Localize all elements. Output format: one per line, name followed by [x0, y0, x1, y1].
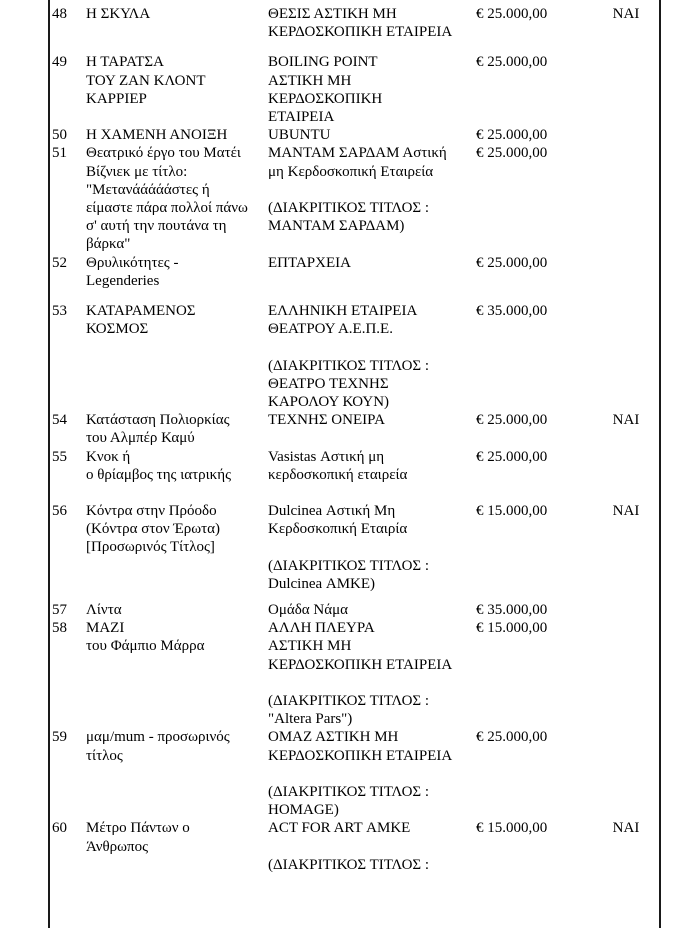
grant-amount: € 25.000,00 — [476, 54, 548, 71]
table-row — [52, 819, 656, 874]
flag-value: ΝΑΙ — [612, 820, 640, 837]
row-number: 58 — [52, 620, 67, 637]
row-number: 60 — [52, 820, 67, 837]
row-number: 55 — [52, 448, 67, 465]
row-number: 48 — [52, 6, 67, 22]
row-number: 51 — [52, 145, 67, 162]
organization-line: (ΔΙΑΚΡΙΤΙΚΟΣ ΤΙΤΛΟΣ : — [268, 200, 430, 217]
work-title-line: Κατάσταση Πολιορκίας — [86, 412, 230, 429]
work-title — [86, 728, 268, 764]
work-title-line: ΚΑΤΑΡΑΜΕΝΟΣ — [86, 303, 196, 320]
work-title-line: Η ΣΚΥΛΑ — [86, 6, 151, 22]
organization-line: Vasistas Αστική μη — [268, 448, 385, 465]
grant-amount: € 35.000,00 — [476, 602, 548, 619]
work-title-line: [Προσωρινός Τίτλος] — [86, 539, 215, 556]
organization-line: "Altera Pars") — [268, 711, 353, 728]
work-title-line: ΚΟΣΜΟΣ — [86, 321, 149, 338]
grant-amount: € 25.000,00 — [476, 254, 548, 271]
organization-line: κερδοσκοπική εταιρεία — [268, 466, 408, 483]
organization-line: ACT FOR ART ΑΜΚΕ — [268, 820, 411, 837]
work-title-line: Άνθρωπος — [86, 838, 149, 855]
table-right-border — [659, 0, 661, 928]
organization-line: ΘΕΣΙΣ ΑΣΤΙΚΗ ΜΗ — [268, 6, 397, 22]
grant-amount: € 25.000,00 — [476, 729, 548, 746]
organization-line: ΚΕΡΔΟΣΚΟΠΙΚΗ ΕΤΑΙΡΕΙΑ — [268, 656, 453, 673]
work-title-line: βάρκα" — [86, 236, 131, 253]
row-number: 52 — [52, 254, 67, 271]
work-title — [86, 302, 268, 338]
organization-line: ΚΑΡΟΛΟΥ ΚΟΥΝ) — [268, 394, 390, 411]
work-title-line: σ' αυτή την πουτάνα τη — [86, 218, 227, 235]
organization — [268, 819, 476, 874]
work-title-line: (Κόντρα στον Έρωτα) — [86, 521, 221, 538]
organization — [268, 5, 476, 41]
organization — [268, 144, 476, 235]
organization-line: (ΔΙΑΚΡΙΤΙΚΟΣ ΤΙΤΛΟΣ : — [268, 557, 430, 574]
organization — [268, 728, 476, 819]
table-row — [52, 53, 656, 126]
work-title-line: του Αλμπέρ Καμύ — [86, 430, 195, 447]
organization-line: ΑΣΤΙΚΗ ΜΗ — [268, 638, 352, 655]
work-title-line: Μέτρο Πάντων ο — [86, 820, 190, 837]
organization-line: ΕΛΛΗΝΙΚΗ ΕΤΑΙΡΕΙΑ — [268, 303, 418, 320]
organization — [268, 411, 476, 429]
work-title — [86, 254, 268, 290]
work-title-line: ΜΑΖΙ — [86, 620, 125, 637]
organization-line: ΕΠΤΑΡΧΕΙΑ — [268, 254, 351, 271]
organization-line: ΟΜΑΖ ΑΣΤΙΚΗ ΜΗ — [268, 729, 399, 746]
work-title-line: τίτλος — [86, 747, 123, 764]
table-row — [52, 619, 656, 728]
work-title — [86, 448, 268, 484]
work-title-line: Η ΧΑΜΕΝΗ ΑΝΟΙΞΗ — [86, 127, 228, 144]
row-number: 53 — [52, 303, 67, 320]
organization — [268, 448, 476, 484]
organization-line: ΤΕΧΝΗΣ ΟΝΕΙΡΑ — [268, 412, 385, 429]
row-number: 50 — [52, 127, 67, 144]
work-title-line: Θρυλικότητες - — [86, 254, 179, 271]
work-title — [86, 53, 268, 108]
work-title-line: Η ΤΑΡΑΤΣΑ — [86, 54, 164, 71]
table-row — [52, 448, 656, 484]
grant-amount: € 15.000,00 — [476, 820, 548, 837]
organization-line: HOMAGE) — [268, 802, 339, 819]
row-number: 49 — [52, 54, 67, 71]
organization — [268, 126, 476, 144]
organization-line: (ΔΙΑΚΡΙΤΙΚΟΣ ΤΙΤΛΟΣ : — [268, 693, 430, 710]
grant-amount: € 25.000,00 — [476, 127, 548, 144]
work-title — [86, 144, 268, 253]
organization — [268, 601, 476, 619]
grant-amount: € 15.000,00 — [476, 620, 548, 637]
table-row — [52, 254, 656, 290]
grant-amount: € 25.000,00 — [476, 145, 548, 162]
organization-line: ΕΤΑΙΡΕΙΑ — [268, 109, 335, 126]
work-title-line: Βίζνιεκ με τίτλο: — [86, 163, 188, 180]
work-title-line: ΤΟΥ ΖΑΝ ΚΛΟΝΤ — [86, 72, 206, 89]
grant-amount: € 35.000,00 — [476, 303, 548, 320]
organization-line: UBUNTU — [268, 127, 331, 144]
work-title-line: Λίντα — [86, 602, 122, 619]
organization-line: ΚΕΡΔΟΣΚΟΠΙΚΗ ΕΤΑΙΡΕΙΑ — [268, 747, 453, 764]
organization-line: Dulcinea Αστική Μη — [268, 503, 396, 520]
organization — [268, 302, 476, 411]
work-title-line: Κνοκ ή — [86, 448, 131, 465]
organization-line: ΜΑΝΤΑΜ ΣΑΡΔΑΜ Αστική — [268, 145, 447, 162]
work-title-line: Legenderies — [86, 272, 160, 289]
organization-line: ΑΛΛΗ ΠΛΕΥΡΑ — [268, 620, 375, 637]
flag-value: ΝΑΙ — [612, 412, 640, 429]
work-title — [86, 5, 268, 23]
organization-line — [268, 181, 476, 199]
grant-amount: € 25.000,00 — [476, 6, 548, 22]
organization-line — [268, 338, 476, 356]
organization — [268, 619, 476, 728]
table-row — [52, 126, 656, 144]
work-title-line: ΚΑΡΡΙΕΡ — [86, 90, 147, 107]
table-row — [52, 5, 656, 41]
table-left-border — [48, 0, 50, 928]
organization-line: (ΔΙΑΚΡΙΤΙΚΟΣ ΤΙΤΛΟΣ : — [268, 357, 430, 374]
organization-line: ΘΕΑΤΡΟ ΤΕΧΝΗΣ — [268, 375, 389, 392]
organization-line: ΘΕΑΤΡΟΥ Α.Ε.Π.Ε. — [268, 321, 393, 338]
organization-line — [268, 765, 476, 783]
work-title — [86, 819, 268, 855]
row-number: 56 — [52, 503, 67, 520]
work-title-line: είμαστε πάρα πολλοί πάνω — [86, 200, 248, 217]
organization-line: Dulcinea ΑΜΚΕ) — [268, 575, 376, 592]
work-title — [86, 619, 268, 655]
work-title — [86, 502, 268, 557]
grant-amount: € 25.000,00 — [476, 448, 548, 465]
table-row — [52, 502, 656, 593]
flag-value: ΝΑΙ — [612, 503, 640, 520]
row-number: 54 — [52, 412, 67, 429]
table-row — [52, 601, 656, 619]
flag-value: ΝΑΙ — [612, 6, 640, 22]
work-title-line: Θεατρικό έργο του Ματέι — [86, 145, 241, 162]
work-title-line: Κόντρα στην Πρόοδο — [86, 503, 217, 520]
work-title-line: μαμ/mum - προσωρινός — [86, 729, 230, 746]
work-title-line: ο θρίαμβος της ιατρικής — [86, 466, 232, 483]
work-title — [86, 411, 268, 447]
organization-line: μη Κερδοσκοπική Εταιρεία — [268, 163, 434, 180]
organization — [268, 502, 476, 593]
organization-line: ΚΕΡΔΟΣΚΟΠΙΚΗ ΕΤΑΙΡΕΙΑ — [268, 24, 453, 41]
organization-line — [268, 838, 476, 856]
table-row — [52, 728, 656, 819]
organization-line: Κερδοσκοπική Εταιρία — [268, 521, 408, 538]
grant-amount: € 25.000,00 — [476, 412, 548, 429]
grants-table — [52, 5, 656, 874]
organization-line: (ΔΙΑΚΡΙΤΙΚΟΣ ΤΙΤΛΟΣ : — [268, 856, 430, 873]
organization-line: Ομάδα Νάμα — [268, 602, 349, 619]
work-title — [86, 126, 268, 144]
organization-line — [268, 674, 476, 692]
organization — [268, 53, 476, 126]
grant-amount: € 15.000,00 — [476, 503, 548, 520]
table-row — [52, 411, 656, 447]
work-title — [86, 601, 268, 619]
organization-line: ΑΣΤΙΚΗ ΜΗ — [268, 72, 352, 89]
organization-line — [268, 538, 476, 556]
row-number: 59 — [52, 729, 67, 746]
row-number: 57 — [52, 602, 67, 619]
work-title-line: "Μετανάάάάάστες ή — [86, 181, 210, 198]
organization-line: BOILING POINT — [268, 54, 378, 71]
organization-line: ΜΑΝΤΑΜ ΣΑΡΔΑΜ) — [268, 218, 405, 235]
organization — [268, 254, 476, 272]
table-row — [52, 302, 656, 411]
organization-line: ΚΕΡΔΟΣΚΟΠΙΚΗ — [268, 90, 383, 107]
table-row — [52, 144, 656, 253]
work-title-line: του Φάμπιο Μάρρα — [86, 638, 205, 655]
organization-line: (ΔΙΑΚΡΙΤΙΚΟΣ ΤΙΤΛΟΣ : — [268, 784, 430, 801]
